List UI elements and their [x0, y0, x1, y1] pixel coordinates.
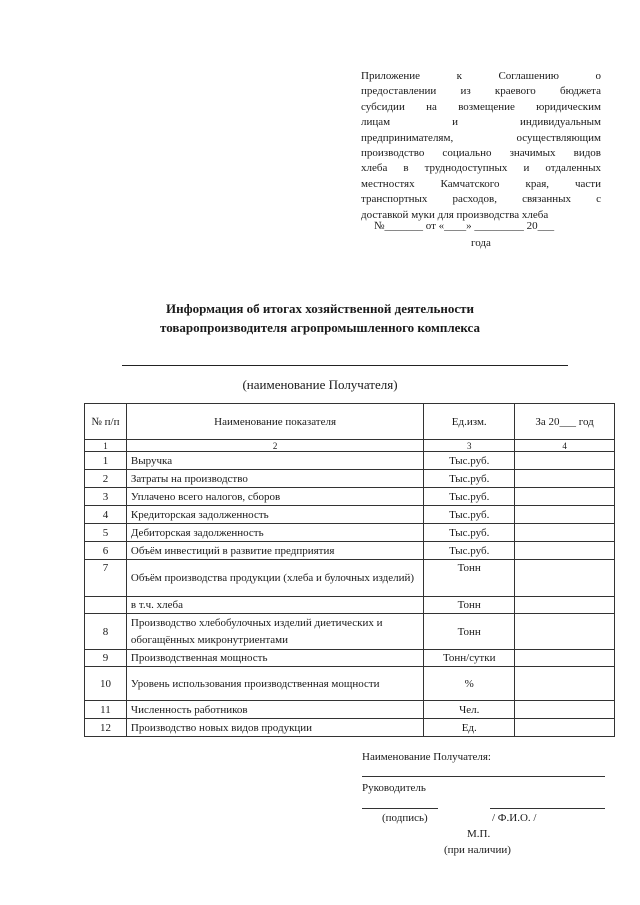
row-num: 12: [85, 719, 127, 737]
table-row: [85, 719, 615, 737]
row-name: Уровень использования производственная мощности: [126, 667, 423, 701]
table-row: [85, 614, 615, 650]
head-label: Руководитель: [362, 782, 426, 794]
table-row: [85, 488, 615, 506]
row-name: Уплачено всего налогов, сборов: [126, 488, 423, 506]
column-number: 1: [85, 440, 127, 452]
row-num: 10: [85, 667, 127, 701]
row-name: Производство новых видов продукции: [126, 719, 423, 737]
row-value[interactable]: [515, 614, 615, 650]
row-num: [85, 597, 127, 614]
row-num: 4: [85, 506, 127, 524]
row-unit: Тонн/сутки: [424, 650, 515, 667]
row-unit: Чел.: [424, 701, 515, 719]
fio-field[interactable]: [490, 808, 605, 809]
row-name: Численность работников: [126, 701, 423, 719]
row-value[interactable]: [515, 470, 615, 488]
row-unit: Тонн: [424, 560, 515, 597]
row-name: Производственная мощность: [126, 650, 423, 667]
row-name: Затраты на производство: [126, 470, 423, 488]
row-num: 9: [85, 650, 127, 667]
row-value[interactable]: [515, 506, 615, 524]
table-row: [85, 597, 615, 614]
row-unit: Тыс.руб.: [424, 542, 515, 560]
appendix-line: доставкой муки для производства хлеба: [361, 208, 549, 221]
row-unit: Тыс.руб.: [424, 488, 515, 506]
agreement-year-word: года: [471, 237, 491, 249]
header-name: Наименование показателя: [126, 404, 423, 440]
appendix-line: лицам и индивидуальным: [361, 116, 601, 129]
table-column-numbers-row: [85, 440, 615, 452]
row-name: Объём производства продукции (хлеба и булочных изделий): [126, 560, 423, 597]
column-number: 3: [424, 440, 515, 452]
row-num: 1: [85, 452, 127, 470]
row-name: Кредиторская задолженность: [126, 506, 423, 524]
stamp-label: М.П.: [467, 828, 491, 840]
table-row: [85, 470, 615, 488]
column-number: 4: [515, 440, 615, 452]
row-unit: Тыс.руб.: [424, 506, 515, 524]
row-value[interactable]: [515, 597, 615, 614]
row-name: Объём инвестиций в развитие предприятия: [126, 542, 423, 560]
row-num: 8: [85, 614, 127, 650]
recipient-caption: (наименование Получателя): [242, 377, 398, 392]
appendix-line: хлеба в труднодоступных и отдаленных: [361, 162, 601, 175]
signature-field[interactable]: [362, 808, 438, 809]
column-number: 2: [126, 440, 423, 452]
row-value[interactable]: [515, 560, 615, 597]
row-value[interactable]: [515, 542, 615, 560]
row-unit: Тонн: [424, 614, 515, 650]
row-unit: Тыс.руб.: [424, 470, 515, 488]
signature-caption: (подпись): [382, 812, 428, 824]
row-value[interactable]: [515, 719, 615, 737]
header-unit: Ед.изм.: [424, 404, 515, 440]
row-value[interactable]: [515, 488, 615, 506]
table-row: [85, 560, 615, 597]
row-unit: Ед.: [424, 719, 515, 737]
row-unit: Тонн: [424, 597, 515, 614]
document-title-line-2: товаропроизводителя агропромышленного комплекса: [160, 320, 480, 335]
row-value[interactable]: [515, 667, 615, 701]
appendix-line: субсидии на возмещение юридическим: [361, 100, 601, 113]
row-name: Дебиторская задолженность: [126, 524, 423, 542]
table-row: [85, 667, 615, 701]
table-row: [85, 650, 615, 667]
table-row: [85, 506, 615, 524]
indicators-table: [84, 403, 615, 737]
row-name: в т.ч. хлеба: [126, 597, 423, 614]
recipient-name-line: [122, 365, 568, 366]
agreement-number-line: №_______ от «____» _________ 20___: [374, 220, 555, 232]
appendix-text: [361, 69, 601, 223]
table-row: [85, 701, 615, 719]
document-title-line-1: Информация об итогах хозяйственной деятельности: [165, 301, 475, 316]
row-value[interactable]: [515, 701, 615, 719]
row-num: 2: [85, 470, 127, 488]
row-value[interactable]: [515, 524, 615, 542]
row-num: 6: [85, 542, 127, 560]
recipient-label: Наименование Получателя:: [362, 751, 491, 763]
row-unit: Тыс.руб.: [424, 524, 515, 542]
appendix-line: предоставлении из краевого бюджета: [361, 85, 601, 98]
stamp-note: (при наличии): [444, 844, 511, 856]
row-unit: %: [424, 667, 515, 701]
row-name: Выручка: [126, 452, 423, 470]
row-value[interactable]: [515, 452, 615, 470]
row-name: Производство хлебобулочных изделий диетических и обогащённых микронутриентами: [126, 614, 423, 650]
appendix-line: транспортных расходов, связанных с: [361, 193, 601, 206]
header-year: За 20___ год: [515, 404, 615, 440]
row-value[interactable]: [515, 650, 615, 667]
row-num: 7: [85, 560, 127, 597]
fio-caption: / Ф.И.О. /: [492, 812, 537, 824]
header-num: № п/п: [85, 404, 127, 440]
row-num: 11: [85, 701, 127, 719]
table-row: [85, 542, 615, 560]
row-num: 5: [85, 524, 127, 542]
appendix-line: Приложение к Соглашению о: [361, 70, 601, 82]
table-header-row: [85, 404, 615, 440]
row-num: 3: [85, 488, 127, 506]
appendix-line: производство социально значимых видов: [361, 147, 601, 160]
appendix-line: предпринимателям, осуществляющим: [361, 131, 601, 144]
table-row: [85, 452, 615, 470]
row-unit: Тыс.руб.: [424, 452, 515, 470]
recipient-name-field[interactable]: [362, 776, 605, 777]
table-row: [85, 524, 615, 542]
appendix-line: местностях Камчатского края, части: [361, 177, 601, 190]
